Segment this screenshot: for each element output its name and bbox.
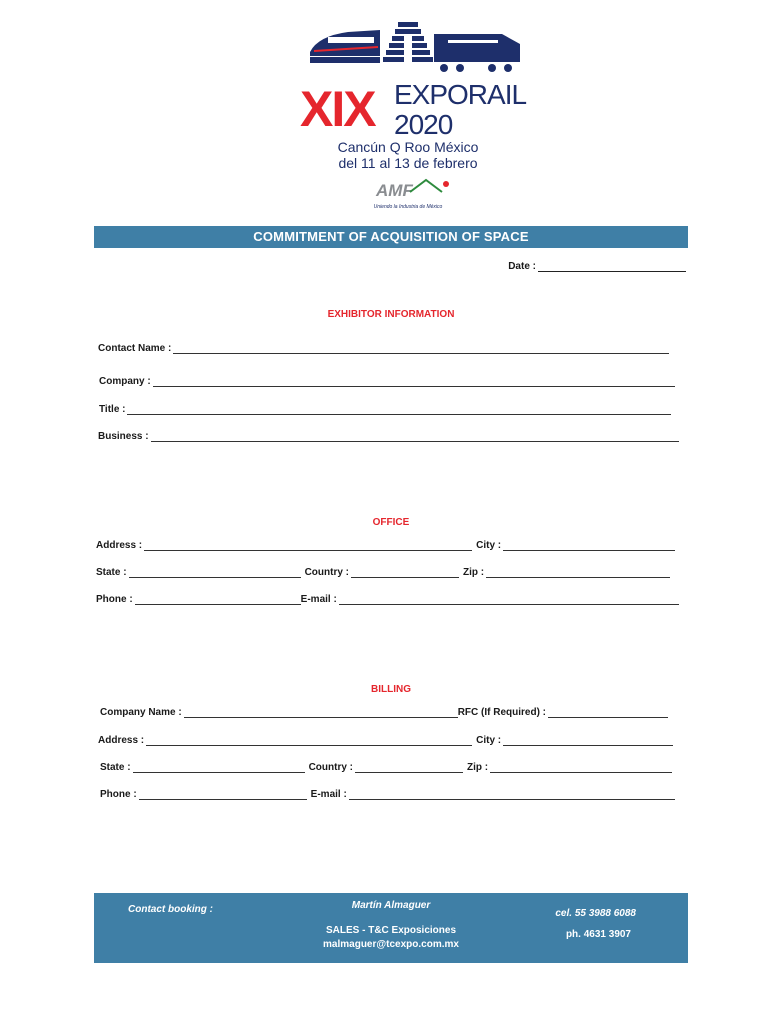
title-row	[99, 404, 671, 415]
left-train-icon	[310, 30, 380, 63]
office-state-input-line[interactable]	[129, 567, 301, 578]
logo-event: EXPORAIL	[394, 79, 527, 110]
billing-city-label: City :	[476, 735, 502, 746]
exporail-logo-graphic	[288, 14, 528, 214]
date-input-line[interactable]	[538, 261, 686, 272]
billing-company-name-input-line[interactable]	[184, 707, 458, 718]
billing-email-label: E-mail :	[310, 789, 347, 800]
contact-name-input-line[interactable]	[173, 343, 669, 354]
company-row	[99, 376, 675, 387]
billing-state-label: State :	[100, 762, 131, 773]
office-country-input-line[interactable]	[351, 567, 459, 578]
billing-phone-row	[100, 789, 675, 800]
billing-zip-input-line[interactable]	[490, 762, 672, 773]
locomotive-icon	[434, 34, 520, 72]
business-input-line[interactable]	[151, 431, 679, 442]
office-phone-row	[96, 594, 679, 605]
form-title: COMMITMENT OF ACQUISITION OF SPACE	[94, 226, 688, 248]
logo-location: Cancún Q Roo México	[337, 139, 479, 155]
billing-heading: BILLING	[371, 684, 411, 695]
business-label: Business :	[98, 431, 149, 442]
office-address-input-line[interactable]	[144, 540, 472, 551]
logo-year: 2020	[394, 109, 453, 140]
billing-country-input-line[interactable]	[355, 762, 463, 773]
billing-address-row	[98, 735, 673, 746]
date-label: Date :	[508, 261, 536, 272]
footer-contact-name: Martín Almaguer	[351, 900, 431, 911]
amf-mountain-icon	[410, 180, 442, 192]
billing-state-row	[100, 762, 672, 773]
office-phone-input-line[interactable]	[135, 594, 301, 605]
footer-cell-phone: cel. 55 3988 6088	[555, 908, 636, 919]
office-heading: OFFICE	[372, 517, 410, 528]
billing-company-row	[100, 707, 668, 718]
office-city-input-line[interactable]	[503, 540, 675, 551]
billing-phone-input-line[interactable]	[139, 789, 307, 800]
exporail-logo	[288, 14, 528, 214]
footer-contact-position: SALES - T&C Exposiciones	[325, 925, 457, 936]
date-field	[508, 261, 686, 272]
office-phone-label: Phone :	[96, 594, 133, 605]
billing-phone-label: Phone :	[100, 789, 137, 800]
office-country-label: Country :	[304, 567, 350, 578]
billing-rfc-label: RFC (If Required) :	[457, 707, 547, 718]
billing-country-label: Country :	[308, 762, 354, 773]
office-address-label: Address :	[96, 540, 143, 551]
company-label: Company :	[99, 376, 151, 387]
office-city-label: City :	[476, 540, 502, 551]
logo-numeral: XIX	[300, 81, 375, 137]
footer-contact-email[interactable]: malmaguer@tcexpo.com.mx	[323, 939, 459, 950]
footer-contact-label: Contact booking :	[128, 904, 213, 915]
billing-email-input-line[interactable]	[349, 789, 675, 800]
amf-logo-text: AMF	[376, 181, 413, 200]
title-input-line[interactable]	[127, 404, 671, 415]
office-email-label: E-mail :	[300, 594, 337, 605]
billing-company-name-label: Company Name :	[100, 707, 182, 718]
office-zip-label: Zip :	[463, 567, 485, 578]
office-zip-input-line[interactable]	[486, 567, 670, 578]
amf-dot-icon	[443, 181, 449, 187]
billing-address-label: Address :	[98, 735, 145, 746]
office-email-input-line[interactable]	[339, 594, 679, 605]
office-state-label: State :	[96, 567, 127, 578]
office-state-row	[96, 567, 670, 578]
contact-name-row	[98, 343, 669, 354]
billing-state-input-line[interactable]	[133, 762, 305, 773]
contact-footer	[94, 893, 688, 963]
billing-zip-label: Zip :	[467, 762, 489, 773]
contact-name-label: Contact Name :	[98, 343, 172, 354]
title-label: Title :	[99, 404, 126, 415]
footer-office-phone: ph. 4631 3907	[565, 929, 631, 940]
billing-city-input-line[interactable]	[503, 735, 673, 746]
pyramid-icon	[383, 22, 433, 62]
amf-tagline: Uniendo la Industria de México	[373, 204, 443, 210]
office-address-row	[96, 540, 675, 551]
business-row	[98, 431, 679, 442]
billing-address-input-line[interactable]	[146, 735, 472, 746]
company-input-line[interactable]	[153, 376, 675, 387]
exhibitor-heading: EXHIBITOR INFORMATION	[327, 309, 455, 320]
logo-dates: del 11 al 13 de febrero	[338, 155, 478, 171]
billing-rfc-input-line[interactable]	[548, 707, 668, 718]
